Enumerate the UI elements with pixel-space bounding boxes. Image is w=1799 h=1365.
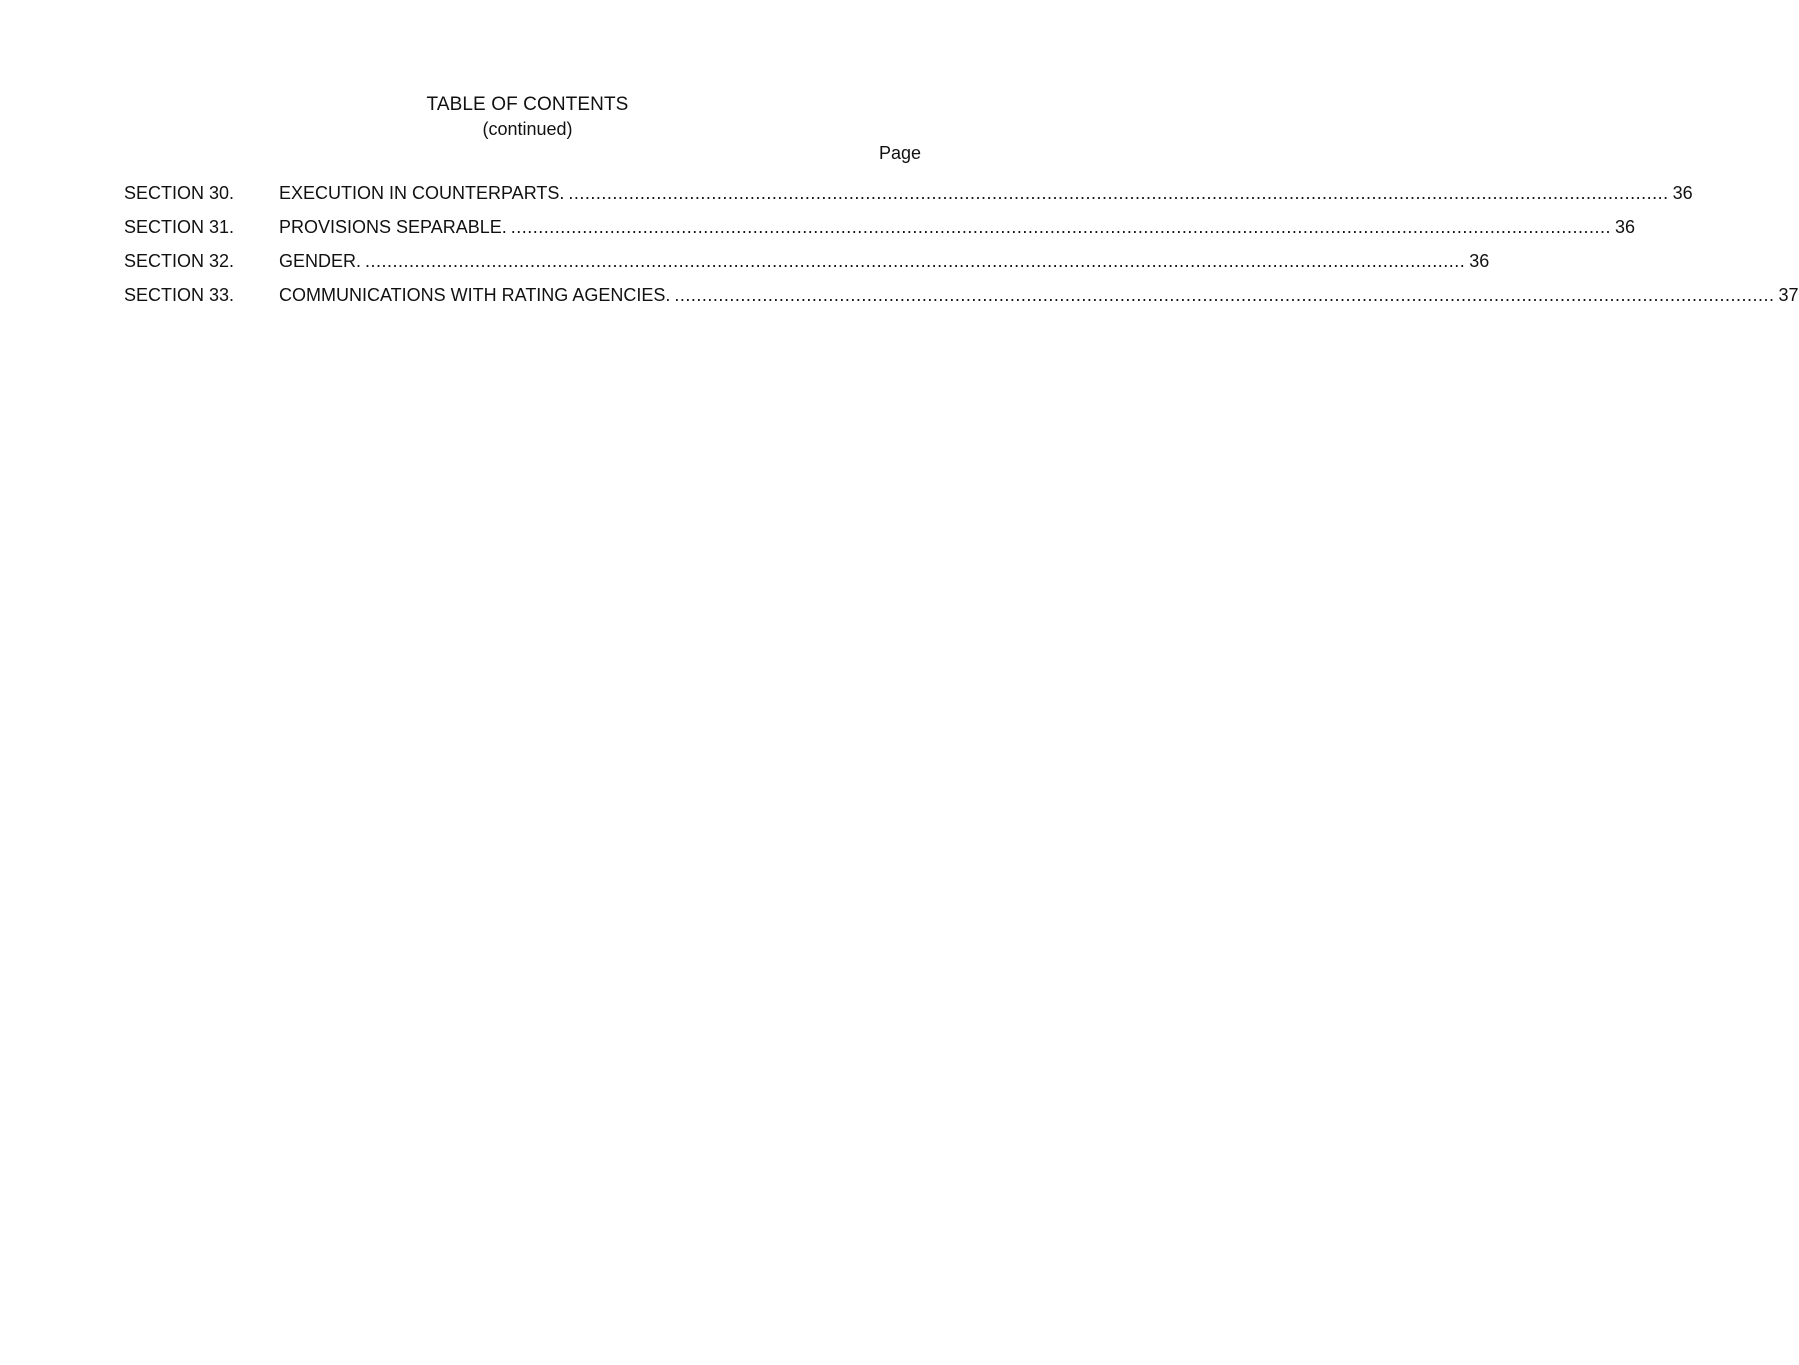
toc-dot-leader: ........................................................................................................................................................................................................	[568, 183, 1669, 203]
toc-page-number: 36	[1469, 251, 1490, 271]
toc-section-number: SECTION 32.	[124, 251, 235, 271]
toc-title: TABLE OF CONTENTS	[426, 94, 629, 115]
toc-section-number: SECTION 33.	[124, 285, 235, 305]
toc-entry	[124, 249, 1490, 283]
toc-section-heading: EXECUTION IN COUNTERPARTS.	[279, 183, 565, 203]
toc-subtitle: (continued)	[482, 119, 573, 139]
toc-entry	[124, 215, 1635, 249]
toc-section-heading: GENDER.	[279, 251, 362, 271]
toc-page-number: 36	[1614, 217, 1635, 237]
toc-section-number: SECTION 30.	[124, 183, 235, 203]
toc-section-heading: COMMUNICATIONS WITH RATING AGENCIES.	[279, 285, 671, 305]
toc-list	[124, 181, 1799, 317]
toc-section-heading: PROVISIONS SEPARABLE.	[279, 217, 507, 237]
toc-dot-leader: ........................................................................................................................................................................................................	[674, 285, 1775, 305]
toc-dot-leader: ........................................................................................................................................................................................................	[510, 217, 1611, 237]
toc-entry	[124, 181, 1693, 215]
toc-entry	[124, 283, 1799, 317]
toc-section-number: SECTION 31.	[124, 217, 235, 237]
toc-page-number: 37	[1778, 285, 1799, 305]
page-column-header: Page	[878, 143, 921, 163]
toc-page-number: 36	[1672, 183, 1693, 203]
toc-dot-leader: ........................................................................................................................................................................................................	[365, 251, 1466, 271]
